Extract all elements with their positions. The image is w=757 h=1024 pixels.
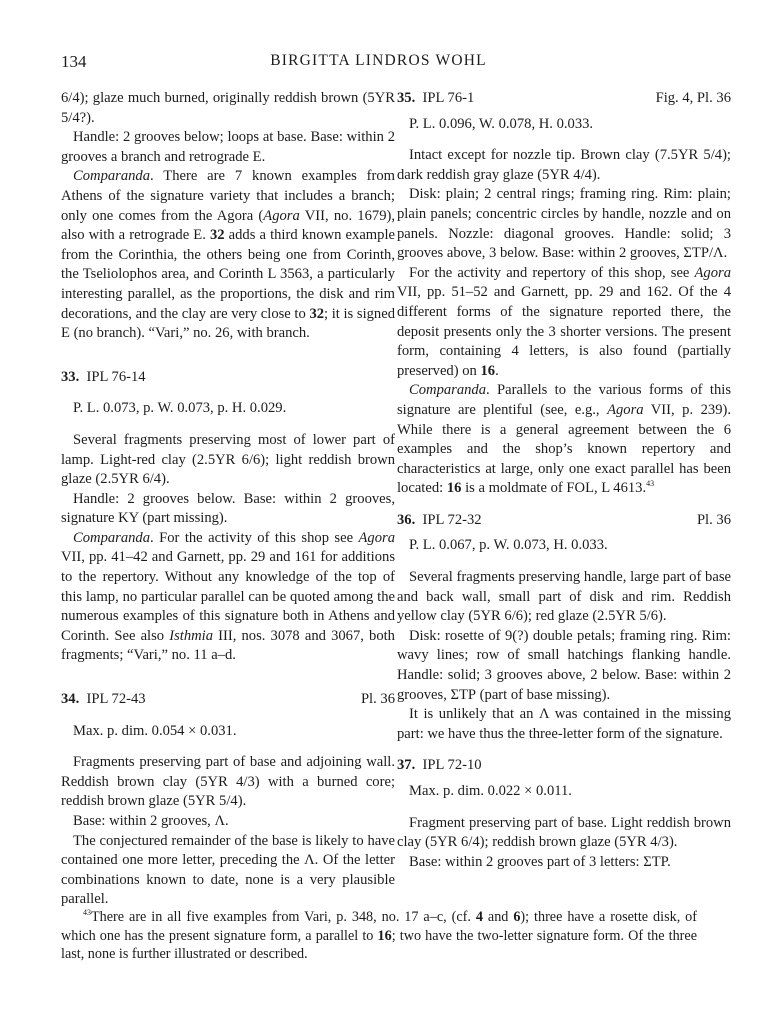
entry-36-dims: P. L. 0.067, p. W. 0.073, H. 0.033.	[409, 537, 608, 554]
running-head: BIRGITTA LINDROS WOHL	[270, 52, 487, 69]
entry-35-plate: Fig. 4, Pl. 36	[655, 90, 731, 106]
entry-36-disk: Disk: rosette of 9(?) double petals; framing ring. Rim: wavy lines; row of small hatchings flanking handle. Handle: solid; 3 grooves above, 2 below. Base: within 2 grooves, ΣΤΡ (part of base missing).	[397, 627, 731, 703]
entry-34-heading	[61, 690, 395, 710]
cont-comparanda: Comparanda. There are 7 known examples from Athens of the signature variety that includes a branch; only one comes from the Agora (Agora VII, no. 1679), also with a retrograde E. 32 adds a third known example from the Corinthia, the others being one from Corinth, the Tseliolophos area, and Corinth L 3563, a particularly interesting parallel, as the proportions, the disk and rim decorations, and the clay are very close to 32; it is signed E (no branch). “Vari,” no. 26, with branch.	[61, 168, 395, 342]
entry-37-base: Base: within 2 grooves part of 3 letters: ΣΤΡ.	[409, 853, 671, 870]
entry-37-inv: IPL 72-10	[422, 757, 482, 774]
footnote-marker: 43	[83, 908, 91, 917]
entry-37-heading	[397, 756, 731, 776]
comparanda-label: Comparanda	[73, 168, 151, 185]
entry-35-inv: IPL 76-1	[422, 90, 475, 106]
entry-33-comparanda: Comparanda. For the activity of this shop see Agora VII, pp. 41–42 and Garnett, pp. 29 and 161 for additions to the repertory. Without any knowledge of the top of this lamp, no particular parallel can be quoted among the numerous examples of this signature both in Athens and Corinth. See also Isthmia III, nos. 3078 and 3067, both fragments; “Vari,” no. 11 a–d.	[61, 529, 395, 664]
entry-37-dims: Max. p. dim. 0.022 × 0.011.	[409, 783, 572, 799]
entry-35-desc: Intact except for nozzle tip. Brown clay (7.5YR 5/4); dark reddish gray glaze (5YR 4/4).	[397, 147, 731, 183]
cont-handle: Handle: 2 grooves below; loops at base. Base: within 2 grooves a branch and retrograde E.	[61, 129, 395, 165]
entry-33-desc: Several fragments preserving most of lower part of lamp. Light-red clay (2.5YR 6/6); light reddish brown glaze (2.5YR 6/4).	[61, 431, 395, 488]
entry-36-heading	[397, 511, 731, 531]
entry-35-disk: Disk: plain; 2 central rings; framing ring. Rim: plain; plain panels; concentric circles by handle, nozzle and on panels. Nozzle: diagonal grooves. Handle: solid; 3 grooves above, 3 below. Base: within 2 grooves, ΣΤΡ/Λ.	[397, 186, 731, 262]
entry-33-dims: P. L. 0.073, p. W. 0.073, p. H. 0.029.	[73, 400, 287, 417]
entry-35-number: 35.	[397, 90, 416, 106]
entry-33-heading	[61, 368, 395, 388]
entry-35-heading	[397, 89, 731, 109]
page-number: 134	[61, 52, 87, 71]
entry-34-inv: IPL 72-43	[86, 691, 146, 708]
footnotes	[61, 908, 697, 964]
entry-34-number: 34.	[61, 691, 80, 708]
entry-36-text: It is unlikely that an Λ was contained in the missing part: we have thus the three-letter form of the signature.	[397, 706, 731, 742]
entry-34-text: The conjectured remainder of the base is likely to have contained one more letter, preceding the Λ. Of the letter combinations known to date, none is a very plausible parallel.	[61, 832, 395, 908]
footnote-43: $^{43}$There are in all five examples from Vari, p. 348, no. 17 a–c, (cf. 4 and 6); three have a rosette disk, of which one has the present signature form, a parallel to 16; two have the two-letter signature form. Of the three last, none is further illustrated or described.	[61, 908, 698, 963]
entry-33-handle: Handle: 2 grooves below. Base: within 2 grooves, signature KY (part missing).	[61, 490, 395, 527]
entry-35-dims: P. L. 0.096, W. 0.078, H. 0.033.	[409, 115, 594, 132]
entry-36-desc: Several fragments preserving handle, large part of base and back wall, small part of disk and rim. Reddish yellow clay (5YR 6/6); red glaze (2.5YR 5/6).	[397, 569, 731, 625]
entry-35-activity: For the activity and repertory of this shop, see Agora VII, pp. 51–52 and Garnett, pp. 29 and 162. Of the 4 different forms of the signature reported there, the deposit presents only the 3 shorter versions. The present form, containing 4 letters, is also found (partially preserved) on 16.	[397, 264, 731, 379]
entry-35-comparanda: Comparanda. Parallels to the various forms of this signature are plentiful (see, e.g., Agora VII, p. 239). While there is a general agreement between the 6 examples and the shop’s known repertory and characteristics at large, only one exact parallel has been located: 16 is a moldmate of FOL, L 4613.43	[397, 382, 731, 497]
page-header	[0, 52, 757, 76]
entry-37-number: 37.	[397, 757, 416, 774]
entry-37-desc: Fragment preserving part of base. Light reddish brown clay (5YR 6/4); reddish brown glaze (5YR 4/3).	[397, 814, 731, 851]
entry-33-number: 33.	[61, 368, 80, 385]
footnote-ref-43: 43	[646, 479, 655, 489]
right-column	[397, 89, 731, 872]
entry-34-base: Base: within 2 grooves, Λ.	[73, 813, 229, 829]
entry-33-inv: IPL 76-14	[86, 368, 146, 385]
entry-36-plate: Pl. 36	[696, 511, 731, 528]
entry-36-number: 36.	[397, 511, 416, 528]
entry-34-dims: Max. p. dim. 0.054 × 0.031.	[73, 722, 237, 739]
entry-34-plate: Pl. 36	[360, 691, 395, 708]
entry-36-inv: IPL 72-32	[422, 511, 482, 528]
left-column	[61, 89, 395, 910]
entry-34-desc: Fragments preserving part of base and adjoining wall. Reddish brown clay (5YR 4/3) with a burned core; reddish brown glaze (5YR 5/4).	[61, 754, 395, 810]
cont-paragraph: 6/4); glaze much burned, originally reddish brown (5YR 5/4?).	[61, 90, 395, 126]
